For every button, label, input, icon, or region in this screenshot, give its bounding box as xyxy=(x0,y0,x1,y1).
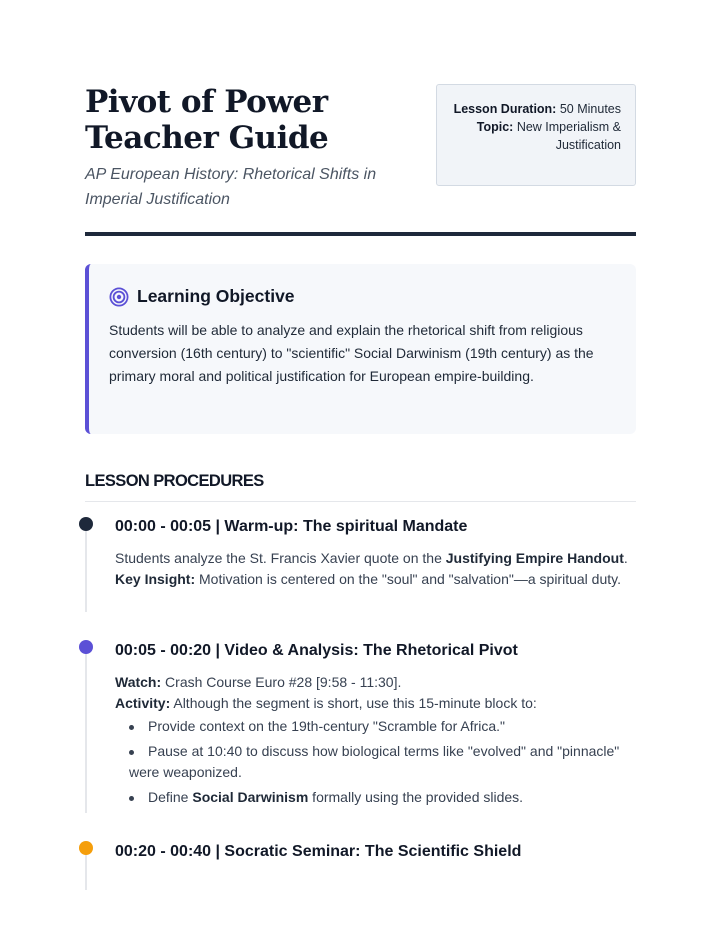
list-item-text: Pause at 10:40 to discuss how biological terms like "evolved" and "pinnacle" were weaponized. xyxy=(129,743,620,780)
topic-label: Topic: xyxy=(476,120,514,134)
header-divider xyxy=(85,232,636,236)
target-icon xyxy=(109,287,129,307)
learning-objective-card xyxy=(85,264,636,434)
bullet-icon xyxy=(129,750,134,755)
list-item-text: Define xyxy=(148,789,193,805)
watch-label: Watch: xyxy=(115,674,162,690)
list-item-text: Provide context on the 19th-century "Scramble for Africa." xyxy=(148,718,505,734)
handout-name: Justifying Empire Handout xyxy=(445,550,624,566)
step-body xyxy=(115,548,640,590)
step-title: 00:05 - 00:20 | Video & Analysis: The Rhetorical Pivot xyxy=(115,642,518,659)
activity-line xyxy=(115,693,640,714)
lesson-duration xyxy=(451,100,621,118)
list-item-text: formally using the provided slides. xyxy=(308,789,524,805)
topic-value: New Imperialism & Justification xyxy=(516,120,621,152)
timeline-line xyxy=(85,524,87,612)
watch-line xyxy=(115,672,640,693)
activity-text: Although the segment is short, use this 15-minute block to: xyxy=(170,695,537,711)
timeline-line xyxy=(85,647,87,813)
page-title: Pivot of Power Teacher Guide xyxy=(85,84,329,156)
list-item xyxy=(115,741,640,783)
lesson-meta-box xyxy=(436,84,636,186)
timeline-dot xyxy=(79,517,93,531)
objective-title: Learning Objective xyxy=(137,286,295,306)
step-title: 00:20 - 00:40 | Socratic Seminar: The Scientific Shield xyxy=(115,843,522,860)
page-subtitle: AP European History: Rhetorical Shifts in Imperial Justification xyxy=(85,166,377,208)
step-text: . xyxy=(623,550,628,566)
objective-text: Students will be able to analyze and explain the rhetorical shift from religious conversion (16th century) to "scientific" Social Darwinism (19th century) as the primary moral and political justification for European empire-building. xyxy=(109,322,594,384)
timeline-dot xyxy=(79,841,93,855)
bullet-icon xyxy=(129,796,134,801)
activity-label: Activity: xyxy=(115,695,171,711)
list-item xyxy=(115,716,640,737)
activity-list xyxy=(115,716,640,808)
duration-label: Lesson Duration: xyxy=(453,102,557,116)
procedures-heading: LESSON PROCEDURES xyxy=(85,472,636,502)
key-insight-label: Key Insight: xyxy=(115,571,196,587)
step-title: 00:00 - 00:05 | Warm-up: The spiritual Mandate xyxy=(115,518,468,535)
lesson-topic xyxy=(451,118,621,154)
list-item xyxy=(115,787,640,808)
bullet-icon xyxy=(129,725,134,730)
timeline-dot xyxy=(79,640,93,654)
term-social-darwinism: Social Darwinism xyxy=(192,789,309,805)
step-body xyxy=(115,672,640,812)
duration-value: 50 Minutes xyxy=(559,102,621,116)
step-text: Motivation is centered on the "soul" and "salvation"—a spiritual duty. xyxy=(195,571,621,587)
watch-text: Crash Course Euro #28 [9:58 - 11:30]. xyxy=(161,674,402,690)
step-text: Students analyze the St. Francis Xavier quote on the xyxy=(115,550,446,566)
